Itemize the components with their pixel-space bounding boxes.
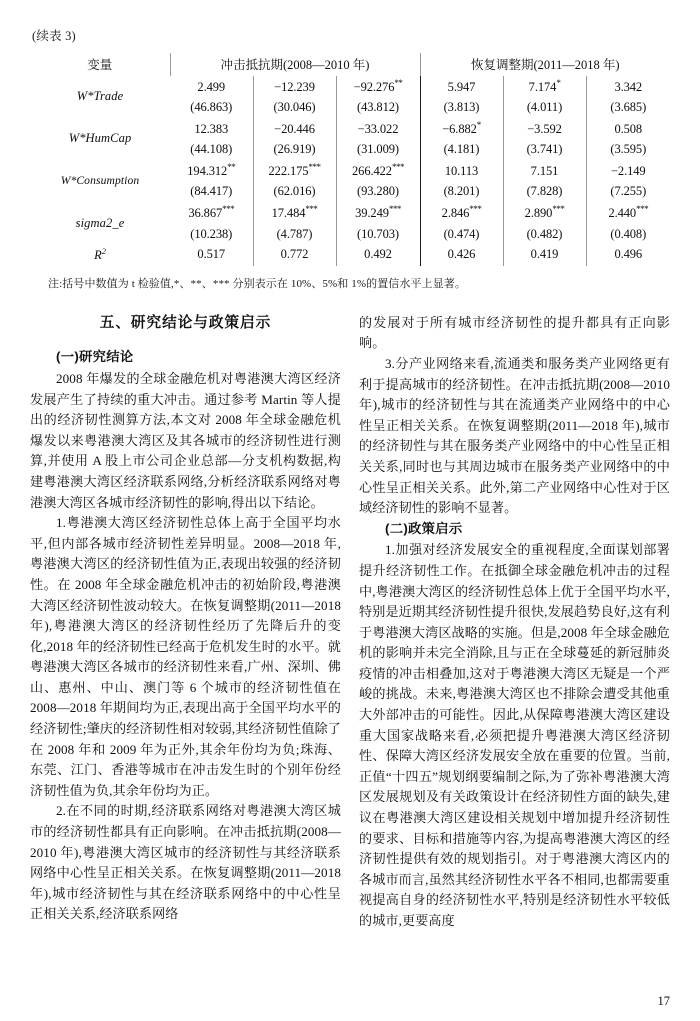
- coef-cell: 266.422***: [336, 160, 420, 182]
- table-caption: (续表 3): [32, 29, 76, 43]
- stderr-cell: (46.863): [190, 100, 233, 115]
- paragraph: 1.加强对经济发展安全的重视程度,全面谋划部署提升经济韧性工作。在抵御全球金融危机冲击的过程中,粤港澳大湾区的经济韧性总体上优于全国平均水平,特别是近期其经济韧性提升很快,发展趋势良好,这有利于粤港澳大湾区战略的实施。但是,2008 年全球金融危机的影响并未完全消除,且与正在全球蔓延的新冠肺炎疫情的冲击相叠加,这对于粤港澳大湾区无疑是一个严峻的挑战。未来,粤港澳大湾区也不排除会遭受其他重大外部冲击的可能性。因此,从保障粤港澳大湾区建设重大国家战略来看,必须把提升粤港澳大湾区经济韧性、保障大湾区经济发展安全放在重要的位置。当前,正值“十四五”规划纲要编制之际,为了弥补粤港澳大湾区发展规划及有关政策设计在经济韧性方面的缺失,建议在粤港澳大湾区建设相关规划中增加提升经济韧性的要求、目标和措施等内容,为提高粤港澳大湾区的经济韧性提供有效的规划指引。对于粤港澳大湾区内的各城市而言,虽然其经济韧性水平各不相同,也都需要重视提高自身的经济韧性水平,特别是经济韧性水平较低的城市,更要高度: [359, 542, 670, 928]
- stderr-cell: (93.280): [336, 182, 420, 202]
- header-period-1: 冲击抵抗期(2008—2010 年): [170, 53, 420, 76]
- header-variable: 变量: [87, 58, 113, 72]
- coef-cell: −92.276**: [336, 76, 420, 98]
- r2-cell: 0.426: [420, 245, 503, 266]
- paragraph: 2008 年爆发的全球金融危机对粤港澳大湾区经济发展产生了持续的重大冲击。通过参考 Martin 等人提出的经济韧性测算方法,本文对 2008 年全球金融危机爆发以来粤港澳大湾区及其各城市的经济韧性进行测算,并使用 A 股上市公司企业总部—分支机构数据,构建粤港澳大湾区经济联系网络,分析经济联系网络对粤港澳大湾区各城市经济韧性的影响,得出以下结论。: [30, 370, 341, 510]
- stderr-cell: (31.009): [336, 140, 420, 160]
- paragraph: 1.粤港澳大湾区经济韧性总体上高于全国平均水平,但内部各城市经济韧性差异明显。2008—2018 年,粤港澳大湾区的经济韧性值为正,表现出较强的经济韧性。在 2008 年全球金融危机冲击的初始阶段,粤港澳大湾区经济韧性波动较大。在恢复调整期(2011—2018 年),粤港澳大湾区的经济韧性经历了先降后升的变化,2018 年的经济韧性已经高于危机发生时的水平。就粤港澳大湾区各城市的经济韧性来看,广州、深圳、佛山、惠州、中山、澳门等 6 个城市的经济韧性值在 2008—2018 年期间均为正,表现出高于全国平均水平的经济韧性;肇庆的经济韧性相对较弱,其经济韧性值除了在 2008 年和 2009 年为正外,其余年份均为负;珠海、东莞、江门、香港等城市在冲击发生时的个别年份经济韧性值为负,其余年份均为正。: [30, 515, 341, 798]
- subsection-title-conclusions: (一)研究结论: [56, 349, 134, 365]
- stderr-cell: (0.482): [503, 225, 586, 245]
- coef-cell: 7.151: [503, 160, 586, 182]
- stderr-cell: (8.201): [420, 182, 503, 202]
- row-variable-name: sigma2_e: [75, 215, 125, 230]
- regression-results-table: [30, 53, 670, 266]
- stderr-cell: (84.417): [190, 184, 233, 199]
- coef-cell: 17.484***: [253, 202, 336, 224]
- table-row: [30, 160, 670, 182]
- r2-cell: 0.492: [336, 245, 420, 266]
- coef-cell: 222.175***: [253, 160, 336, 182]
- coef-cell: 2.846***: [420, 202, 503, 224]
- table-row: [30, 76, 670, 98]
- stderr-cell: (7.255): [586, 182, 670, 202]
- table-row-r2: [30, 245, 670, 266]
- row-variable-name: W*Trade: [76, 89, 124, 104]
- stderr-cell: (30.046): [253, 98, 336, 118]
- coef-cell: 36.867***: [188, 204, 235, 221]
- stderr-cell: (4.787): [253, 225, 336, 245]
- coef-cell: −12.239: [253, 76, 336, 98]
- stderr-cell: (0.474): [420, 225, 503, 245]
- paragraph: 2.在不同的时期,经济联系网络对粤港澳大湾区城市的经济韧性都具有正向影响。在冲击抵抗期(2008—2010 年),粤港澳大湾区城市的经济韧性与其经济联系网络中心性呈正相关关系。在恢复调整期(2011—2018 年),城市经济韧性与其在经济联系网络中的中心性呈正相关关系,经济联系网络: [30, 803, 341, 922]
- coef-cell: 39.249***: [336, 202, 420, 224]
- header-period-2: 恢复调整期(2011—2018 年): [420, 53, 670, 76]
- stderr-cell: (3.813): [420, 98, 503, 118]
- r2-cell: 0.419: [503, 245, 586, 266]
- r2-cell: 0.496: [586, 245, 670, 266]
- coef-cell: 10.113: [420, 160, 503, 182]
- r2-cell: 0.772: [253, 245, 336, 266]
- stderr-cell: (3.741): [503, 140, 586, 160]
- coef-cell: 3.342: [586, 76, 670, 98]
- coef-cell: −3.592: [503, 118, 586, 140]
- coef-cell: −2.149: [586, 160, 670, 182]
- coef-cell: 5.947: [420, 76, 503, 98]
- coef-cell: −20.446: [253, 118, 336, 140]
- section-title: 五、研究结论与政策启示: [99, 314, 272, 331]
- coef-cell: 2.499: [197, 80, 226, 95]
- row-variable-name: W*Consumption: [60, 174, 140, 188]
- stderr-cell: (10.238): [190, 226, 233, 241]
- stderr-cell: (62.016): [253, 182, 336, 202]
- subsection-title-policy: (二)政策启示: [385, 520, 463, 536]
- table-row: [30, 118, 670, 140]
- stderr-cell: (4.011): [503, 98, 586, 118]
- stderr-cell: (3.685): [586, 98, 670, 118]
- table-note: 注:括号中数值为 t 检验值,*、**、*** 分别表示在 10%、5%和 1%的置信水平上显著。: [48, 277, 466, 290]
- coef-cell: −33.022: [336, 118, 420, 140]
- table-row: [30, 202, 670, 224]
- table-header-row: [30, 53, 670, 76]
- stderr-cell: (7.828): [503, 182, 586, 202]
- stderr-cell: (10.703): [336, 225, 420, 245]
- stderr-cell: (44.108): [190, 142, 233, 157]
- r2-cell: 0.517: [197, 247, 226, 262]
- coef-cell: 2.890***: [503, 202, 586, 224]
- coef-cell: 12.383: [194, 122, 229, 137]
- coef-cell: 194.312**: [187, 162, 236, 179]
- page-number: 17: [657, 994, 670, 1008]
- stderr-cell: (26.919): [253, 140, 336, 160]
- stderr-cell: (4.181): [420, 140, 503, 160]
- stderr-cell: (3.595): [586, 140, 670, 160]
- paragraph-continued: 的发展对于所有城市经济韧性的提升都具有正向影响。: [359, 314, 670, 351]
- right-column: [359, 313, 670, 932]
- paragraph: 3.分产业网络来看,流通类和服务类产业网络更有利于提高城市的经济韧性。在冲击抵抗期(2008—2010 年),城市的经济韧性与其在流通类产业网络中的中心性呈正相关关系。在恢复调整期(2011—2018 年),城市的经济韧性与其在服务类产业网络中的中心性呈正相关关系,同时也与其周边城市在服务类产业网络中的中心性呈正相关关系。此外,第二产业网络中心性对于区域经济韧性的影响不显著。: [359, 355, 670, 516]
- coef-cell: 2.440***: [586, 202, 670, 224]
- coef-cell: 0.508: [586, 118, 670, 140]
- left-column: [30, 313, 341, 932]
- coef-cell: −6.882*: [420, 118, 503, 140]
- stderr-cell: (43.812): [336, 98, 420, 118]
- body-content: [30, 313, 670, 932]
- stderr-cell: (0.408): [586, 225, 670, 245]
- row-variable-name: $R^2$: [94, 246, 106, 262]
- row-variable-name: W*HumCap: [68, 131, 132, 146]
- coef-cell: 7.174*: [503, 76, 586, 98]
